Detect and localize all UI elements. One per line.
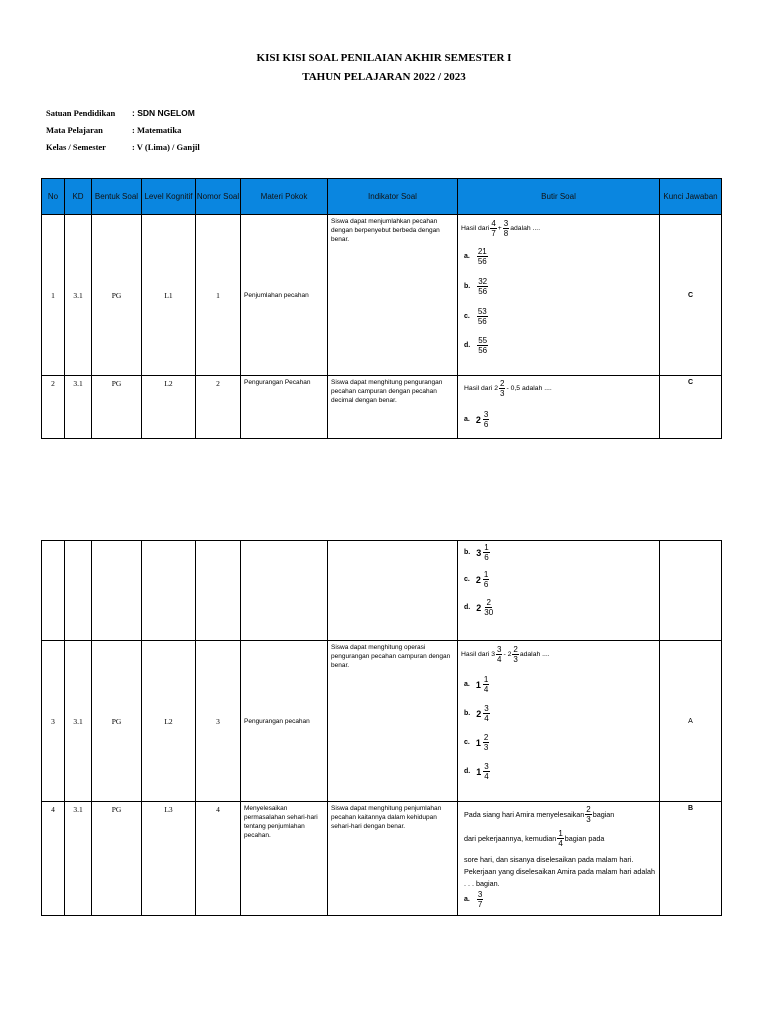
cell-butir-soal (458, 641, 660, 802)
header-no: No (42, 179, 65, 215)
cell-indikator (328, 376, 458, 439)
header-kunci-jawaban: Kunci Jawaban (660, 179, 722, 215)
option-a: a. 2 $\frac{3}{6}$ (464, 410, 489, 429)
option-a: a. $\frac{3}{7}$ (464, 890, 483, 909)
cell-level: L2 (142, 641, 196, 802)
cell-indikator (328, 215, 458, 376)
cell-bentuk: PG (92, 802, 142, 916)
cell-indikator (328, 802, 458, 916)
option-d: d. $\frac{55}{56}$ (464, 336, 488, 355)
meta-school (46, 108, 195, 118)
option-d: d. 2 $\frac{2}{30}$ (464, 598, 494, 617)
question-suffix: - 0,5 adalah .... (506, 385, 552, 392)
cell-kunci: A (660, 641, 722, 802)
cell-kd: 3.1 (65, 641, 92, 802)
option-c: c. 2 $\frac{1}{6}$ (464, 570, 489, 589)
option-a: a. 1 $\frac{1}{4}$ (464, 675, 489, 694)
meta-label: Kelas / Semester (46, 142, 106, 152)
cell-nomor: 2 (196, 376, 241, 439)
cell-butir-soal (458, 215, 660, 376)
option-c: c. $\frac{53}{56}$ (464, 307, 487, 326)
header-bentuk-soal: Bentuk Soal (92, 179, 142, 215)
question-line-1: Pada siang hari Amira menyelesaikan $\frac{2}{3}$ bagian (464, 805, 615, 824)
option-b: b. $\frac{32}{56}$ (464, 277, 488, 296)
fraction: $\frac{2}{3}$ (513, 645, 518, 664)
cell-bentuk: PG (92, 641, 142, 802)
cell-kunci: C (660, 215, 722, 376)
table-row (42, 802, 722, 916)
table-row (42, 541, 722, 641)
meta-value: : Matematika (132, 125, 182, 135)
meta-subject (46, 125, 181, 135)
header-level-kognitif: Level Kognitif (142, 179, 196, 215)
table-row (42, 376, 722, 439)
cell-materi (241, 802, 328, 916)
cell-nomor: 3 (196, 641, 241, 802)
indikator-text: Siswa dapat menghitung penjumlahan pecahan kaitannya dalam kehidupan sehari-hari dengan benar. (331, 805, 442, 830)
header-nomor-soal: Nomor Soal (196, 179, 241, 215)
question-line-3: sore hari, dan sisanya diselesaikan pada malam hari. Pekerjaan yang diselesaikan Amira pada malam hari adalah . . . bagian. (464, 855, 655, 888)
question-text (461, 219, 540, 238)
meta-value: : SDN NGELOM (132, 108, 195, 118)
cell-level: L1 (142, 215, 196, 376)
question-prefix: Hasil dari 3 (461, 651, 495, 658)
cell-kd: 3.1 (65, 215, 92, 376)
cell-butir-soal (458, 802, 660, 916)
indikator-text: Siswa dapat menghitung operasi pengurangan pecahan campuran dengan benar. (331, 644, 451, 669)
cell-kd: 3.1 (65, 802, 92, 916)
cell-level: L2 (142, 376, 196, 439)
materi-text: Pengurangan pecahan (244, 717, 310, 725)
cell-level: L3 (142, 802, 196, 916)
cell-butir-soal (458, 541, 660, 641)
question-prefix: Hasil dari (461, 225, 490, 232)
fraction: $\frac{3}{4}$ (497, 645, 502, 664)
materi-text: Penjumlahan pecahan (244, 291, 309, 299)
question-text (461, 645, 550, 664)
operator: + (497, 225, 502, 232)
question-line-2: dari pekerjaannya, kemudian $\frac{1}{4}$ bagian pada (464, 829, 605, 848)
materi-text: Pengurangan Pecahan (244, 379, 311, 386)
question-prefix: Hasil dari 2 (464, 385, 498, 392)
fraction: $\frac{4}{7}$ (491, 219, 496, 238)
document-title: KISI KISI SOAL PENILAIAN AKHIR SEMESTER I (256, 52, 512, 64)
option-c: c. 1 $\frac{2}{3}$ (464, 733, 489, 752)
cell-no: 1 (42, 215, 65, 376)
meta-label: Satuan Pendidikan (46, 108, 116, 118)
cell-no: 3 (42, 641, 65, 802)
cell-indikator (328, 641, 458, 802)
table-row (42, 641, 722, 802)
fraction: $\frac{3}{8}$ (503, 219, 509, 238)
table-row (42, 215, 722, 376)
document-subtitle: TAHUN PELAJARAN 2022 / 2023 (302, 71, 466, 83)
indikator-text: Siswa dapat menghitung pengurangan pecahan campuran dengan pecahan decimal dengan benar. (331, 379, 443, 404)
materi-text: Menyelesaikan permasalahan sehari-hari tentang penjumlahan pecahan. (244, 805, 318, 839)
option-b: b. 3 $\frac{1}{6}$ (464, 543, 489, 562)
fraction: $\frac{2}{3}$ (500, 379, 505, 398)
question-suffix: adalah .... (510, 225, 541, 232)
indikator-text: Siswa dapat menjumlahkan pecahan dengan berpenyebut berbeda dengan benar. (331, 218, 440, 243)
question-suffix: adalah .... (519, 651, 550, 658)
kisi-table-part-1 (41, 178, 722, 439)
cell-materi (241, 376, 328, 439)
option-d: d. 1 $\frac{3}{4}$ (464, 762, 489, 781)
cell-bentuk: PG (92, 215, 142, 376)
cell-kd: 3.1 (65, 376, 92, 439)
kisi-table-part-2 (41, 540, 722, 916)
cell-no: 4 (42, 802, 65, 916)
cell-nomor: 1 (196, 215, 241, 376)
header-butir-soal: Butir Soal (458, 179, 660, 215)
header-materi-pokok: Materi Pokok (241, 179, 328, 215)
cell-materi (241, 641, 328, 802)
cell-no: 2 (42, 376, 65, 439)
header-kd: KD (65, 179, 92, 215)
operator: - 2 (503, 651, 512, 658)
meta-value: : V (Lima) / Ganjil (132, 142, 200, 152)
cell-materi (241, 215, 328, 376)
option-b: b. 2 $\frac{3}{4}$ (464, 704, 489, 723)
meta-class (46, 142, 200, 152)
cell-bentuk: PG (92, 376, 142, 439)
question-text (464, 379, 552, 398)
cell-kunci: C (660, 376, 722, 439)
meta-label: Mata Pelajaran (46, 125, 103, 135)
cell-butir-soal (458, 376, 660, 439)
cell-nomor: 4 (196, 802, 241, 916)
cell-kunci: B (660, 802, 722, 916)
header-indikator-soal: Indikator Soal (328, 179, 458, 215)
option-a: a. $\frac{21}{56}$ (464, 247, 487, 266)
